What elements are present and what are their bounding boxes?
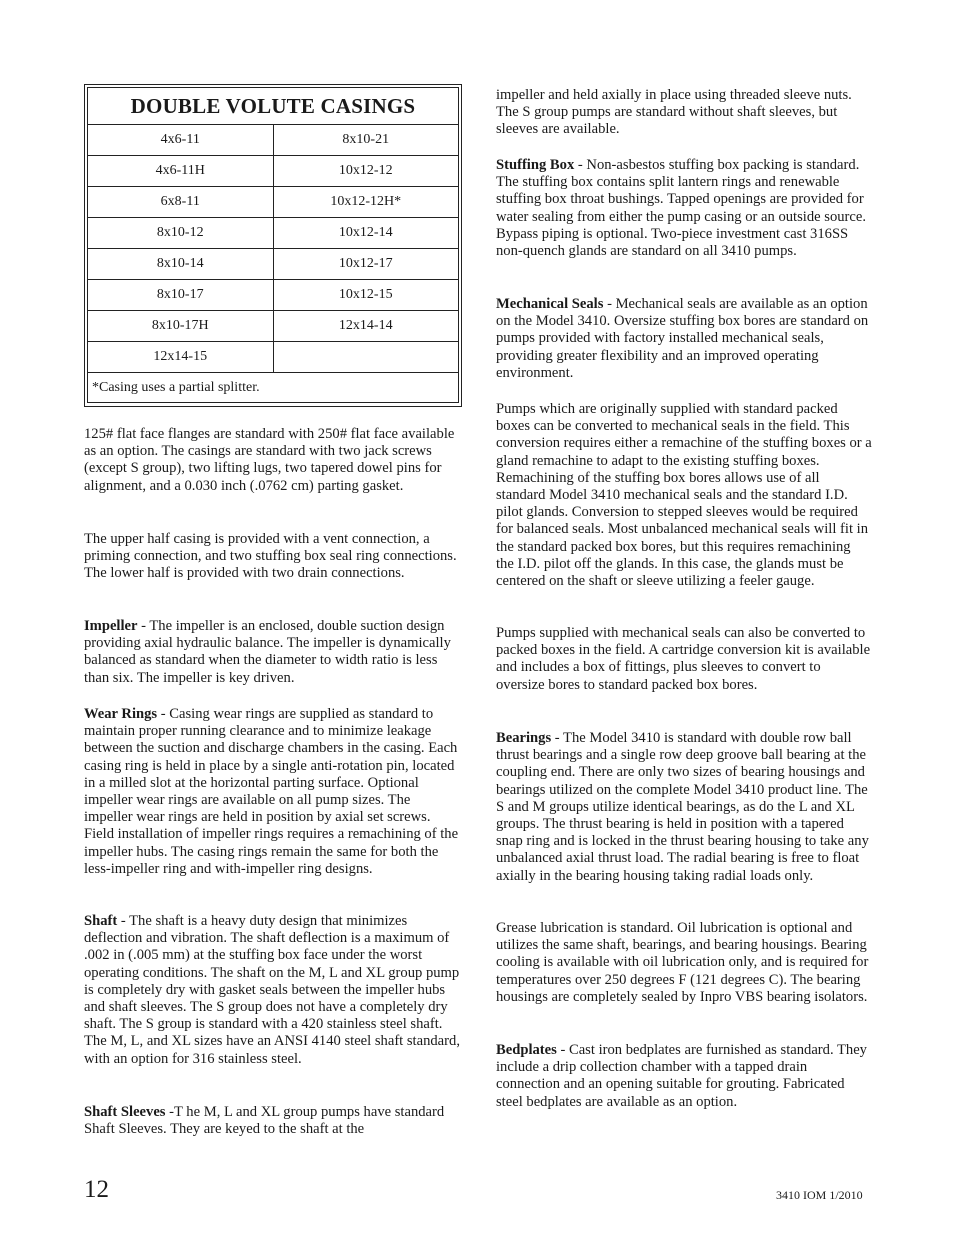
table-cell: 10x12-17 [273, 249, 459, 280]
section-heading-wear-rings: Wear Rings [84, 706, 158, 722]
table-cell: 8x10-12 [88, 218, 274, 249]
paragraph-lubrication [496, 920, 872, 1006]
table-cell: 8x10-21 [273, 125, 459, 156]
table-cell: 8x10-17 [88, 280, 274, 311]
paragraph-shaft [84, 913, 460, 1068]
table-cell: 10x12-12 [273, 156, 459, 187]
section-heading-shaft: Shaft [84, 913, 118, 929]
table-row [88, 342, 459, 373]
paragraph-sleeves-cont [496, 87, 872, 139]
table-cell: 12x14-15 [88, 342, 274, 373]
section-heading-mechanical-seals: Mechanical Seals [496, 296, 604, 312]
paragraph-stuffing-box [496, 157, 872, 260]
paragraph-bearings [496, 730, 872, 885]
paragraph-wear-rings [84, 706, 460, 878]
paragraph-text: -T he M, L and XL group pumps have standard Shaft Sleeves. They are keyed to the shaft at the [84, 1104, 445, 1138]
table-footnote: *Casing uses a partial splitter. [88, 373, 459, 403]
document-id: 3410 IOM 1/2010 [776, 1188, 863, 1202]
paragraph-text: - The Model 3410 is standard with double row ball thrust bearings and a single row deep groove ball bearing at the coupling end. There are only two sizes of bearing housings and bearings utilized on the complete Model 3410 product line. The S and M groups utilize identical bearings, as do the L and XL groups. The thrust bearing is held in position with a tapered snap ring and is locked in the thrust bearing housing to take any unbalanced axial thrust load. The radial bearing is free to float axially in the bearing housing taking radial loads only. [496, 730, 869, 884]
paragraph-packed-conversion [496, 625, 872, 694]
paragraph-bedplates [496, 1042, 872, 1111]
paragraph-text: - The impeller is an enclosed, double suction design providing axial hydraulic balance. The impeller is dynamically balanced as standard when the diameter to width ratio is less than six. The impeller is key driven. [84, 618, 451, 686]
table-row [88, 187, 459, 218]
paragraph-casing-connections [84, 531, 460, 583]
table-row [88, 249, 459, 280]
table-row [88, 280, 459, 311]
paragraph-impeller [84, 618, 460, 687]
section-heading-impeller: Impeller [84, 618, 138, 634]
table-row [88, 218, 459, 249]
section-heading-bearings: Bearings [496, 730, 552, 746]
paragraph-shaft-sleeves [84, 1104, 460, 1138]
section-heading-shaft-sleeves: Shaft Sleeves [84, 1104, 166, 1120]
paragraph-text: 125# flat face flanges are standard with 250# flat face available as an option. The casings are standard with two jack screws (except S group), two lifting lugs, two tapered dowel pins for alignment, and a 0.030 inch (.0762 cm) parting gasket. [84, 426, 455, 494]
table-cell: 8x10-17H [88, 311, 274, 342]
table-cell: 8x10-14 [88, 249, 274, 280]
paragraph-flanges [84, 426, 460, 495]
casings-table [87, 87, 459, 403]
table-cell: 4x6-11 [88, 125, 274, 156]
paragraph-text: - The shaft is a heavy duty design that minimizes deflection and vibration. The shaft deflection is a maximum of .002 in (.005 mm) at the stuffing box face under the worst operating conditions. The shaft on the M, L and XL group pump is completely dry with gasket seals between the impeller hubs and shaft sleeves. The S group does not have a completely dry shaft. The S group is standard with a 420 stainless steel shaft. The M, L, and XL sizes have an ANSI 4140 steel shaft standard, with an option for 316 stainless steel. [84, 913, 460, 1067]
paragraph-text: impeller and held axially in place using threaded sleeve nuts. The S group pumps are standard without shaft sleeves, but sleeves are available. [496, 87, 852, 138]
table-cell: 4x6-11H [88, 156, 274, 187]
paragraph-text: - Mechanical seals are available as an option on the Model 3410. Oversize stuffing box bores are standard on pumps provided with factory installed mechanical seals, providing greater flexibility and an improved operating environment. [496, 296, 869, 381]
paragraph-text: Grease lubrication is standard. Oil lubrication is optional and utilizes the same shaft, bearings, and bearing housings. Bearing cooling is available with oil lubrication only, and is required for temperatures over 250 degrees F (121 degrees C). The bearing housings are completely sealed by Inpro VBS bearing isolators. [496, 920, 869, 1005]
table-cell: 6x8-11 [88, 187, 274, 218]
paragraph-text: Pumps which are originally supplied with standard packed boxes can be converted to mechanical seals in the field. This conversion requires either a remachine of the stuffing boxes or a gland remachine to adapt to the existing stuffing boxes. Remachining of the stuffing box bores allows use of all standard Model 3410 mechanical seals and the standard I.D. pilot glands. Conversion to stepped sleeves would be required for balanced seals. Most unbalanced mechanical seals will fit in the standard packed box bores, but this requires remachining the I.D. pilot off the glands. In this case, the glands must be centered on the shaft or sleeve utilizing a feeler gauge. [496, 401, 872, 590]
table-row [88, 156, 459, 187]
table-cell: 10x12-14 [273, 218, 459, 249]
section-heading-bedplates: Bedplates [496, 1042, 557, 1058]
paragraph-text: Pumps supplied with mechanical seals can also be converted to packed boxes in the field. A cartridge conversion kit is available and includes a box of fittings, plus sleeves to convert to oversize bores to standard packed box bores. [496, 625, 871, 693]
paragraph-text: - Cast iron bedplates are furnished as standard. They include a drip collection chamber with a tapped drain connection and an opening suitable for grouting. Fabricated steel bedplates are available as an option. [496, 1042, 867, 1110]
table-title: DOUBLE VOLUTE CASINGS [88, 88, 459, 125]
table-cell: 10x12-15 [273, 280, 459, 311]
table-row [88, 311, 459, 342]
paragraph-mechanical-seals [496, 296, 872, 382]
paragraph-text: - Non-asbestos stuffing box packing is standard. The stuffing box contains split lantern rings and renewable stuffing box throat bushings. Tapped openings are provided for water sealing from either the pump casing or an outside source. Bypass piping is optional. Two-piece investment cast 316SS non-quench glands are standard on all 3410 pumps. [496, 157, 866, 260]
table-row [88, 125, 459, 156]
table-cell [273, 342, 459, 373]
paragraph-seal-conversion [496, 401, 872, 590]
table-cell: 10x12-12H* [273, 187, 459, 218]
casings-table-frame [84, 84, 462, 407]
paragraph-text: - Casing wear rings are supplied as standard to maintain proper running clearance and to minimize leakage between the suction and discharge chambers in the casing. Each casing ring is held in place by a single anti-rotation pin, located in a milled slot at the horizontal parting surface. Optional impeller wear rings are available on all pump sizes. The impeller wear rings are held in position by axial set screws. Field installation of impeller rings requires a remachining of the impeller hubs. The casing rings remain the same for both the less-impeller ring and with-impeller ring designs. [84, 706, 459, 877]
page-number: 12 [84, 1176, 109, 1203]
section-heading-stuffing-box: Stuffing Box [496, 157, 575, 173]
paragraph-text: The upper half casing is provided with a vent connection, a priming connection, and two stuffing box seal ring connections. The lower half is provided with two drain connections. [84, 531, 457, 582]
table-cell: 12x14-14 [273, 311, 459, 342]
